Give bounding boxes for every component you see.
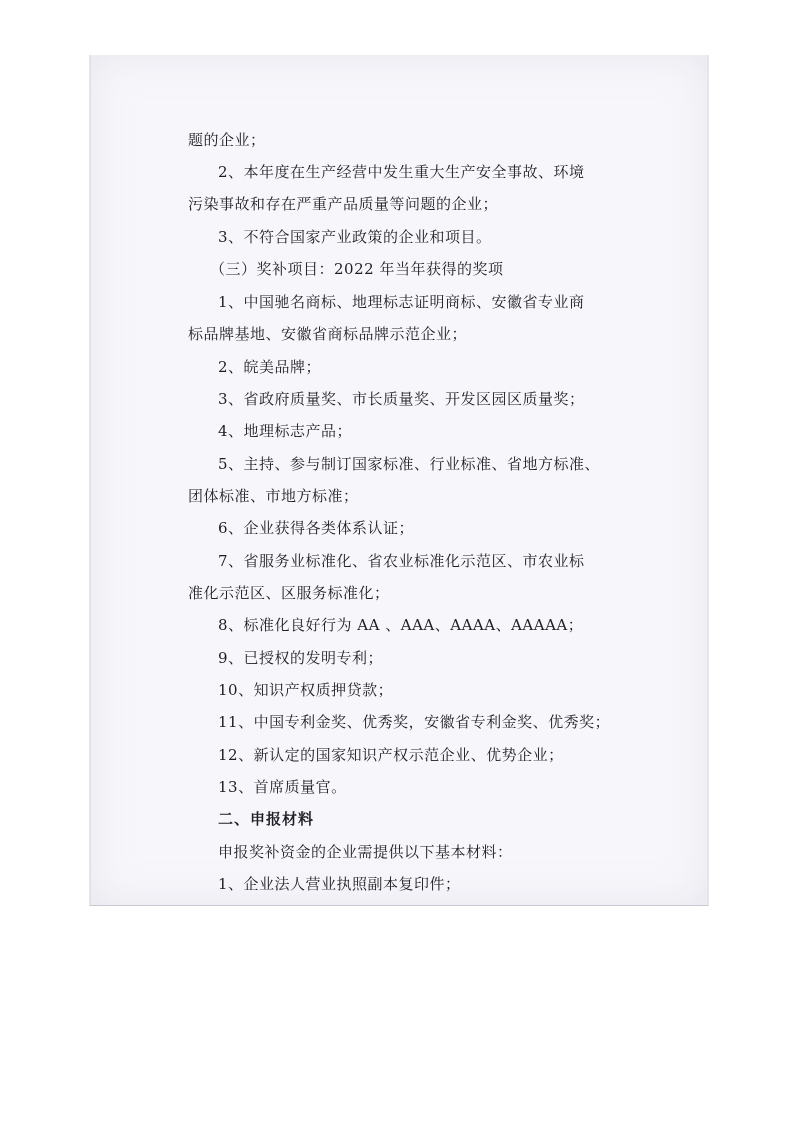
text-line: 12、新认定的国家知识产权示范企业、优势企业；	[218, 746, 564, 764]
scanned-page	[89, 55, 709, 906]
section-subheading: （三）奖补项目：2022 年当年获得的奖项	[210, 260, 504, 278]
text-line: 题的企业；	[188, 131, 266, 149]
text-line: 准化示范区、区服务标准化；	[188, 584, 390, 602]
text-line: 7、省服务业标准化、省农业标准化示范区、市农业标	[218, 552, 585, 570]
text-line: 2、皖美品牌；	[218, 358, 322, 376]
text-line: 13、首席质量官。	[218, 778, 347, 796]
text-line: 5、主持、参与制订国家标准、行业标准、省地方标准、	[218, 455, 601, 473]
text-line: 8、标准化良好行为 AA 、AAA、AAAA、AAAAA；	[218, 616, 584, 634]
text-line: 11、中国专利金奖、优秀奖，安徽省专利金奖、优秀奖；	[218, 713, 611, 731]
text-line: 1、中国驰名商标、地理标志证明商标、安徽省专业商	[218, 293, 585, 311]
text-line: 污染事故和存在严重产品质量等问题的企业；	[188, 195, 499, 213]
text-line: 标品牌基地、安徽省商标品牌示范企业；	[188, 325, 468, 343]
section-heading: 二、申报材料	[218, 810, 315, 828]
text-line: 1、企业法人营业执照副本复印件；	[218, 875, 461, 893]
text-line: 10、知识产权质押贷款；	[218, 681, 394, 699]
text-line: 6、企业获得各类体系认证；	[218, 519, 415, 537]
text-line: 4、地理标志产品；	[218, 422, 353, 440]
text-line: 3、不符合国家产业政策的企业和项目。	[218, 228, 492, 246]
text-line: 2、本年度在生产经营中发生重大生产安全事故、环境	[218, 163, 585, 181]
text-line: 9、已授权的发明专利；	[218, 649, 384, 667]
text-line: 团体标准、市地方标准；	[188, 487, 359, 505]
text-line: 申报奖补资金的企业需提供以下基本材料：	[218, 843, 513, 861]
text-line: 3、省政府质量奖、市长质量奖、开发区园区质量奖；	[218, 390, 585, 408]
